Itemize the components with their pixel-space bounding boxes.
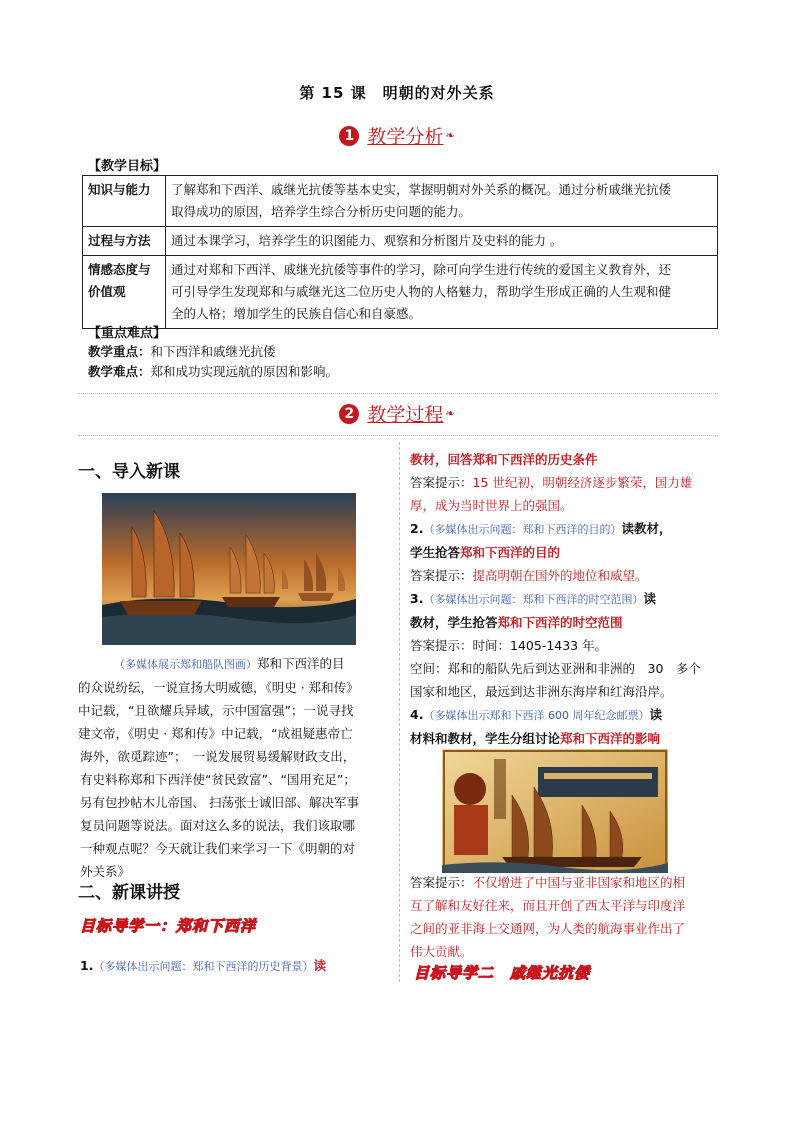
table-row <box>83 176 718 227</box>
section-number-badge: 2 <box>339 404 359 424</box>
divider <box>78 435 718 436</box>
goals-label: 【教学目标】 <box>88 159 167 174</box>
section-heading-analysis <box>0 122 794 149</box>
leaf-icon: ❧ <box>445 407 455 420</box>
goals-table <box>82 175 718 329</box>
target-heading-2: 目标导学二 戚继光抗倭 <box>414 964 591 982</box>
row-content: 了解郑和下西洋、戚继光抗倭等基本史实，掌握明朝对外关系的概况。通过分析戚继光抗倭 取得成功的原因，培养学生综合分析历史问题的能力。 <box>166 176 718 227</box>
section-heading-process <box>0 400 794 427</box>
intro-paragraph-continued: 海外，欲觅踪迹”； 一说发展贸易缓解财政支出， 有史料称郑和下西洋使“贫民致富”、“国用充足”； 另有包抄帖木儿帝国、 扫荡张士诚旧部、解决军事 复员问题等说法。面对这么多的说法，我们该取哪 一种观点呢？今天就让我们来学习一下《明朝的对 外关系》 <box>80 749 359 879</box>
table-row <box>83 227 718 256</box>
divider <box>78 393 718 394</box>
leaf-icon: ❧ <box>445 129 455 142</box>
heading-intro: 一、导入新课 <box>78 462 180 482</box>
teaching-difficulty: 教学难点：郑和成功实现远航的原因和影响。 <box>88 364 339 379</box>
question-1: 1.（多媒体出示问题：郑和下西洋的历史背景）读 <box>80 958 326 973</box>
table-row <box>83 256 718 329</box>
row-header: 情感态度与 价值观 <box>83 256 166 329</box>
row-content: 通过本课学习，培养学生的识图能力、观察和分析图片及史料的能力 。 <box>166 227 718 256</box>
commemorative-stamp-image <box>442 749 668 873</box>
intro-paragraph: （多媒体展示郑和船队图画）郑和下西洋的目 的众说纷纭，一说宣扬大明威德，《明史 · 郑和传》 中记载，“且欲耀兵异域，示中国富强”；一说寻找 建文帝，《明史 · 郑和传》中记载，“成祖疑惠帝亡 <box>78 656 359 741</box>
heading-new-lesson: 二、新课讲授 <box>78 883 180 903</box>
key-points-label: 【重点难点】 <box>88 326 167 341</box>
target-heading-1: 目标导学一：郑和下西洋 <box>80 917 257 935</box>
fleet-painting-image <box>102 493 356 645</box>
row-header: 过程与方法 <box>83 227 166 256</box>
section-number-badge: 1 <box>339 126 359 146</box>
section-title: 教学分析 <box>367 126 444 148</box>
teaching-focus: 教学重点：和下西洋和戚继光抗倭 <box>88 344 276 359</box>
row-header: 知识与能力 <box>83 176 166 227</box>
right-column-text: 教材，回答郑和下西洋的历史条件 答案提示：15 世纪初，明朝经济逐步繁荣，国力雄 厚，成为当时世界上的强国。 2.（多媒体出示问题：郑和下西洋的目的）读教材， 学生抢答郑和下西洋的目的 答案提示：提高明朝在国外的地位和威望。 3.（多媒体出示问题：郑和下西洋的时空范围）读 教材，学生抢答郑和下西洋的时空范围 答案提示：时间：1405-1433 年。 空间：郑和的船队先后到达亚洲和非洲的 30 多个 国家和地区，最远到达非洲东海岸和红海沿岸。 4.（多媒体出示郑和下西洋 600 周年纪念邮票）读 材料和教材，学生分组讨论郑和下西洋的影响 <box>410 452 701 746</box>
lesson-title: 第 15 课 明朝的对外关系 <box>299 84 495 102</box>
row-content: 通过对郑和下西洋、戚继光抗倭等事件的学习，除可向学生进行传统的爱国主义教育外，还 可引导学生发现郑和与戚继光这二位历史人物的人格魅力，帮助学生形成正确的人生观和健 全的人格；增加学生的民族自信心和自豪感。 <box>166 256 718 329</box>
section-title: 教学过程 <box>367 404 444 426</box>
column-divider <box>399 442 400 982</box>
stamp-answer: 答案提示：不仅增进了中国与亚非国家和地区的相 互了解和友好往来，而且开创了西太平洋与印度洋 之间的亚非海上交通网，为人类的航海事业作出了 伟大贡献。 <box>410 875 686 959</box>
